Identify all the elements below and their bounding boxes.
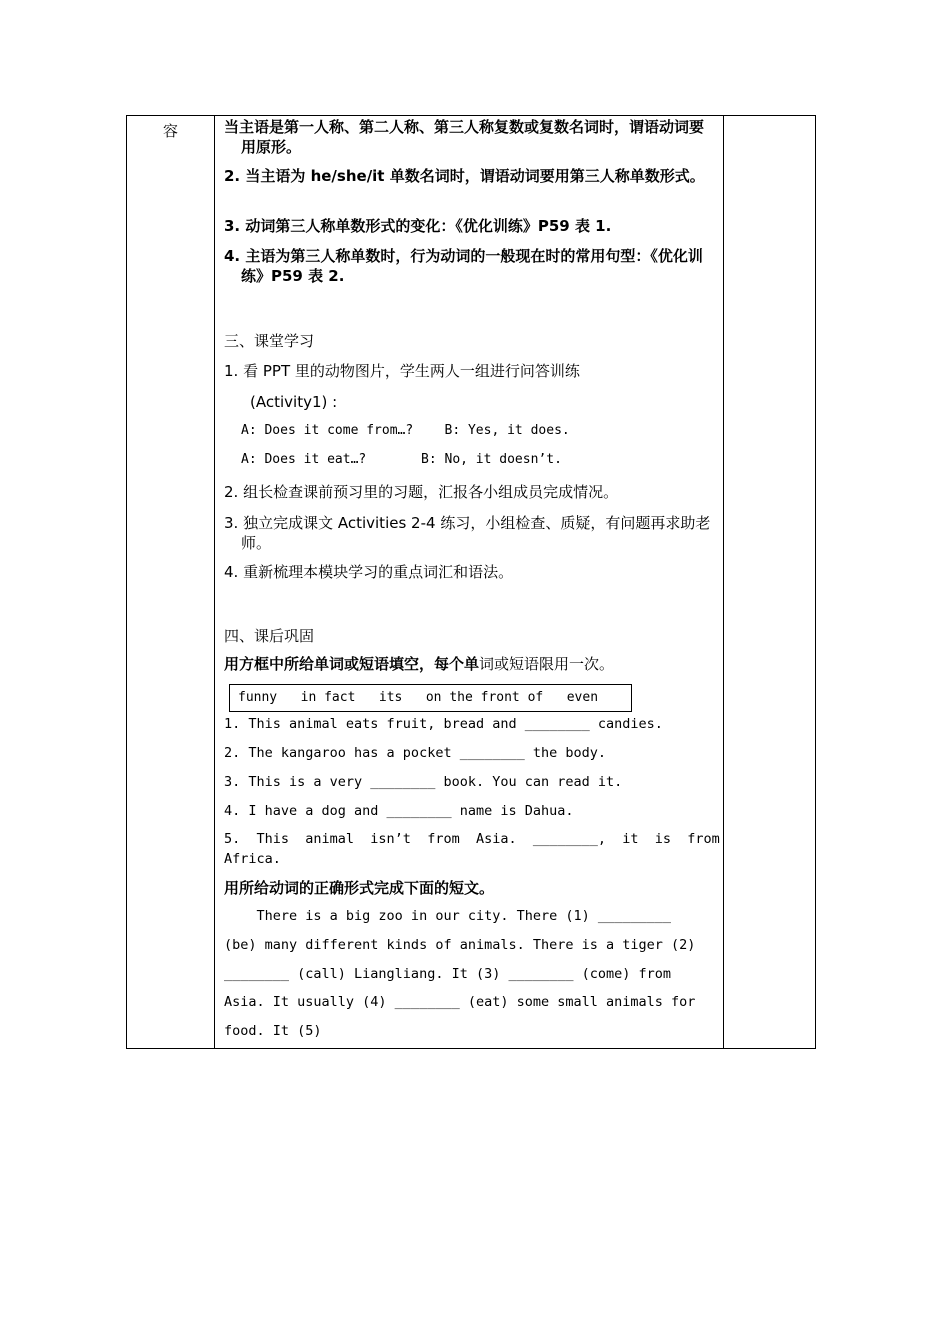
- passage-line-4: Asia. It usually (4) ________ (eat) some small animals for: [224, 994, 696, 1010]
- passage-line-3: ________ (call) Liangliang. It (3) ________ (come) from: [224, 966, 672, 982]
- exercise-3: 3. This is a very ________ book. You can read it.: [224, 774, 623, 790]
- instruction-1: [224, 654, 715, 674]
- word-box: funny in fact its on the front of even: [229, 684, 632, 712]
- notes-cell: [724, 116, 816, 1049]
- passage-line-2: (be) many different kinds of animals. There is a tiger (2): [224, 937, 696, 953]
- activity-item-3: 3. 独立完成课文 Activities 2-4 练习，小组检查、质疑，有问题再求助老师。: [224, 514, 711, 552]
- exercise-2: 2. The kangaroo has a pocket ________ the body.: [224, 745, 607, 761]
- exercise-5: 5. This animal isn’t from Asia. ________, it is from: [224, 831, 720, 847]
- instruction-1-rest: 词或短语限用一次。: [479, 655, 615, 673]
- dialog-line-1: A: Does it come from…? B: Yes, it does.: [241, 423, 570, 438]
- exercise-5-cont: Africa.: [224, 851, 281, 867]
- activity-item-4: 4. 重新梳理本模块学习的重点词汇和语法。: [224, 563, 514, 581]
- label-cell: [127, 116, 215, 1049]
- grammar-item-1: 当主语是第一人称、第二人称、第三人称复数或复数名词时，谓语动词要用原形。: [224, 118, 705, 156]
- activity-item-1-sub: (Activity1) :: [250, 393, 338, 411]
- exercise-1: 1. This animal eats fruit, bread and ________ candies.: [224, 716, 663, 732]
- instruction-2: 用所给动词的正确形式完成下面的短文。: [224, 879, 495, 897]
- section-4-heading: 四、课后巩固: [224, 627, 315, 645]
- activity-item-2: 2. 组长检查课前预习里的习题，汇报各小组成员完成情况。: [224, 483, 619, 501]
- label-cell-text: 容: [162, 122, 178, 140]
- exercise-4: 4. I have a dog and ________ name is Dahua.: [224, 803, 574, 819]
- dialog-line-2: A: Does it eat…? B: No, it doesn’t.: [241, 452, 562, 467]
- lesson-plan-table: [126, 115, 816, 1049]
- grammar-item-2: 2. 当主语为 he/she/it 单数名词时，谓语动词要用第三人称单数形式。: [224, 167, 705, 185]
- passage-line-1: There is a big zoo in our city. There (1) _________: [224, 908, 672, 924]
- activity-item-1: 1. 看 PPT 里的动物图片，学生两人一组进行问答训练: [224, 362, 580, 380]
- content-cell: [215, 116, 724, 1049]
- passage-line-5: food. It (5): [224, 1023, 322, 1039]
- grammar-item-3: 3. 动词第三人称单数形式的变化：《优化训练》P59 表 1.: [224, 217, 612, 235]
- instruction-1-bold: 用方框中所给单词或短语填空，每个单: [224, 655, 480, 673]
- grammar-item-4: 4. 主语为第三人称单数时，行为动词的一般现在时的常用句型：《优化训练》P59 表 2.: [224, 247, 703, 285]
- section-3-heading: 三、课堂学习: [224, 332, 315, 350]
